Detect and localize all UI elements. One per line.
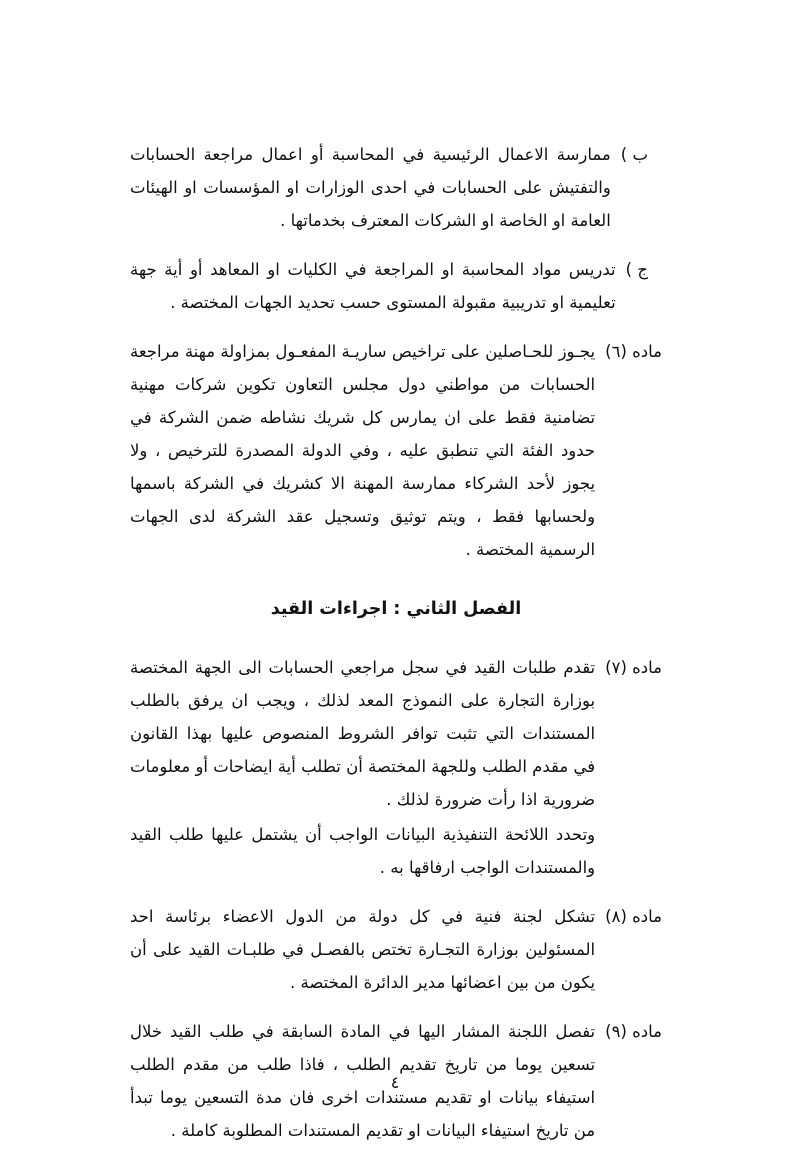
article-7 xyxy=(130,651,662,884)
article-8 xyxy=(130,900,662,999)
chapter-heading: الفصل الثاني : اجراءات القيد xyxy=(270,599,522,619)
clause-j-text: تدريس مواد المحاسبة او المراجعة في الكليات او المعاهد أو أية جهة تعليمية او تدريبية مقبولة المستوى حسب تحديد الجهات المختصة . xyxy=(130,260,616,312)
article-7-paragraph-2: وتحدد اللائحة التنفيذية البيانات الواجب أن يشتمل عليها طلب القيد والمستندات الواجب ارفاقها به . xyxy=(130,825,596,877)
article-6-text: يجـوز للحـاصلين على تراخيص ساريـة المفعـول بمزاولة مهنة مراجعة الحسابات من مواطني دول مجلس التعاون تكوين شركات مهنية تضامنية فقط على ان يمارس كل شريك نشاطه ضمن الشركة في حدود الفئة التي تنطبق عليه ، وفي الدولة المصدرة للترخيص ، ولا يجوز لأحد الشركاء ممارسة المهنة الا كشريك في الشركة باسمها ولحسابها فقط ، ويتم توثيق وتسجيل عقد الشركة لدى الجهات الرسمية المختصة . xyxy=(130,342,596,559)
clause-j xyxy=(130,253,648,319)
article-7-text xyxy=(130,651,595,884)
clause-b-text: ممارسة الاعمال الرئيسية في المحاسبة أو اعمال مراجعة الحسابات والتفتيش على الحسابات في احدى الوزارات او المؤسسات او الهيئات العامة او الخاصة او الشركات المعترف بخدماتها . xyxy=(130,145,611,230)
article-9-text: تفصل اللجنة المشار اليها في المادة السابقة في طلب القيد خلال تسعين يوما من تاريخ تقديم الطلب ، فاذا طلب من مقدم الطلب استيفاء بيانات او تقديم مستندات اخرى فان مدة التسعين يوما تبدأ من تاريخ استيفاء البيانات او تقديم المستندات المطلوبة كاملة . xyxy=(130,1022,596,1140)
article-6 xyxy=(130,335,662,566)
article-6-marker: ماده (٦) xyxy=(605,342,662,361)
article-8-marker: ماده (٨) xyxy=(605,907,662,926)
page-number: ٤ xyxy=(390,1073,400,1092)
clause-b-marker: ب ) xyxy=(620,145,648,164)
article-9-marker: ماده (٩) xyxy=(605,1022,662,1041)
document-text-block xyxy=(130,138,662,1154)
article-7-marker: ماده (٧) xyxy=(605,658,662,677)
article-8-text: تشكل لجنة فنية في كل دولة من الدول الاعضاء برئاسة احد المسئولين بوزارة التجـارة تختص بالفصـل في طلبـات القيد على أن يكون من بين اعضائها مدير الدائرة المختصة . xyxy=(130,907,596,992)
clause-j-marker: ج ) xyxy=(625,260,648,279)
article-7-paragraph-1: تقدم طلبات القيد في سجل مراجعي الحسابات الى الجهة المختصة بوزارة التجارة على النموذج المعد لذلك ، ويجب ان يرفق بالطلب المستندات التي تثبت توافر الشروط المنصوص عليها بهذا القانون في مقدم الطلب وللجهة المختصة أن تطلب أية ايضاحات أو معلومات ضرورية اذا رأت ضرورة لذلك . xyxy=(130,658,596,809)
clause-b xyxy=(130,138,648,237)
